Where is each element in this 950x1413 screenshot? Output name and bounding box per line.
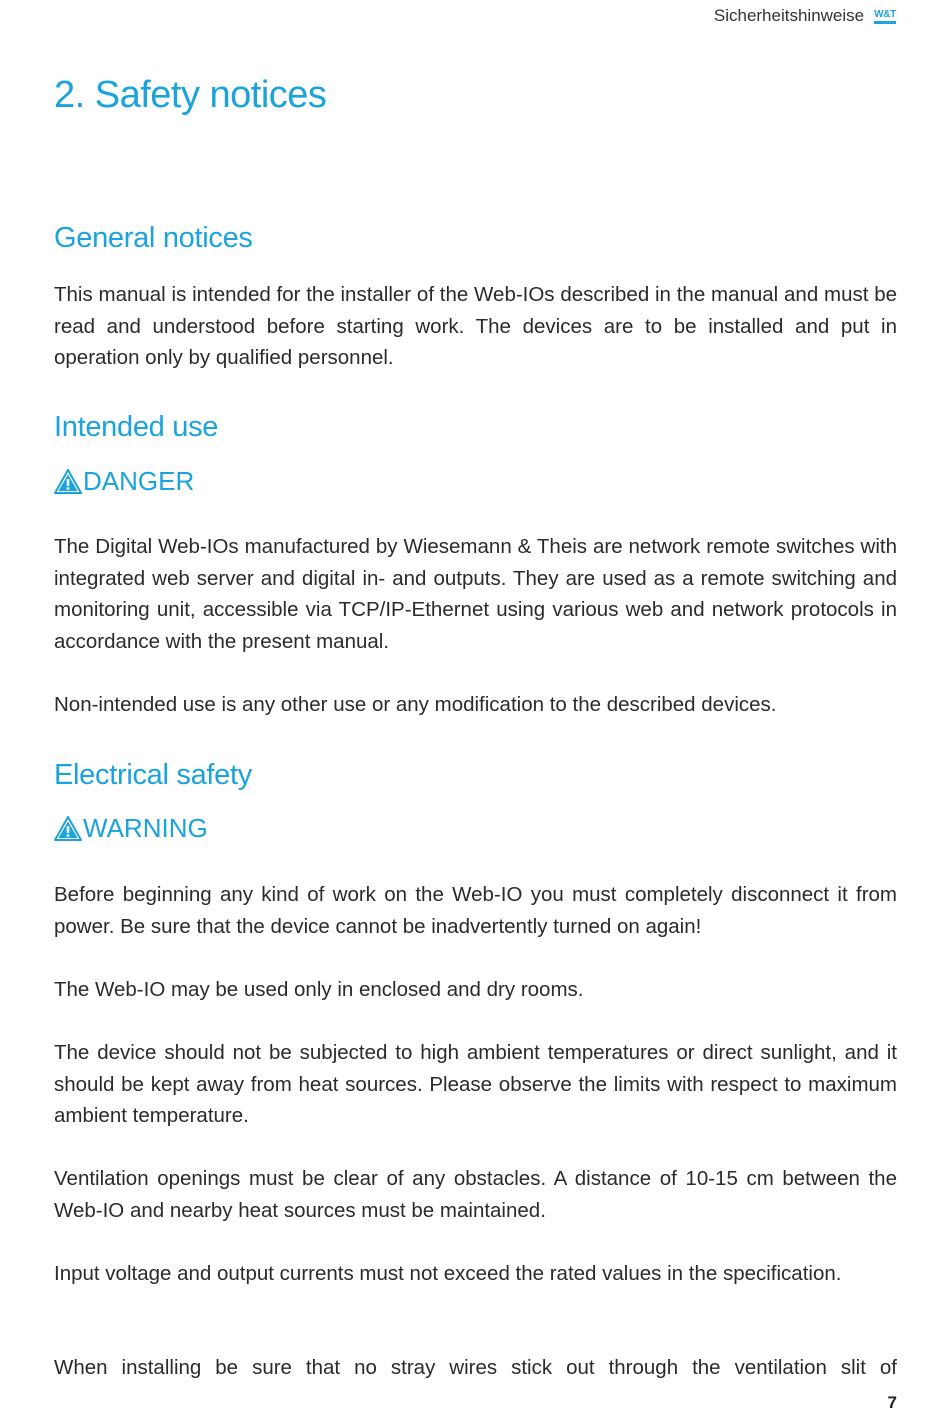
electrical-safety-paragraph: Before beginning any kind of work on the Web-IO you must completely disconnect it from power. Be sure that the device cannot be inadvertently turned on again!: [54, 883, 897, 938]
danger-label: DANGER: [83, 466, 195, 496]
electrical-safety-paragraph: The Web-IO may be used only in enclosed and dry rooms.: [54, 978, 584, 1001]
running-title: Sicherheitshinweise: [713, 6, 865, 25]
warning-alert: [54, 813, 208, 844]
electrical-safety-paragraph: Input voltage and output currents must not exceed the rated values in the specification.: [54, 1262, 842, 1285]
intended-use-heading: Intended use: [54, 411, 219, 443]
warning-triangle-icon: [54, 816, 82, 841]
danger-alert: [54, 466, 194, 497]
electrical-safety-heading: Electrical safety: [54, 759, 252, 791]
intended-use-paragraph: The Digital Web-IOs manufactured by Wiesemann & Theis are network remote switches with integrated web server and digital in- and outputs. They are used as a remote switching and monitoring unit, accessible via TCP/IP-Ethernet using various web and network protocols in accordance with the present manual.: [54, 535, 897, 653]
page-title: 2. Safety notices: [54, 74, 327, 116]
warning-label: WARNING: [83, 813, 208, 843]
general-notices-paragraph: This manual is intended for the installer of the Web-IOs described in the manual and must be read and understood before starting work. The devices are to be installed and put in operation only by qualified personnel.: [54, 283, 897, 369]
page-header: [714, 6, 896, 26]
warning-triangle-icon: [54, 469, 82, 494]
page-number: 7: [887, 1393, 897, 1412]
electrical-safety-paragraph: Ventilation openings must be clear of any obstacles. A distance of 10-15 cm between the Web-IO and nearby heat sources must be maintained.: [54, 1167, 897, 1222]
electrical-safety-paragraph: When installing be sure that no stray wires stick out through the ventilation slit of: [54, 1356, 897, 1379]
general-notices-heading: General notices: [54, 222, 253, 254]
electrical-safety-paragraph: The device should not be subjected to high ambient temperatures or direct sunlight, and it should be kept away from heat sources. Please observe the limits with respect to maximum ambient temperature.: [54, 1041, 897, 1127]
wt-logo: W&T: [874, 9, 896, 24]
intended-use-paragraph: Non-intended use is any other use or any modification to the described devices.: [54, 693, 777, 716]
